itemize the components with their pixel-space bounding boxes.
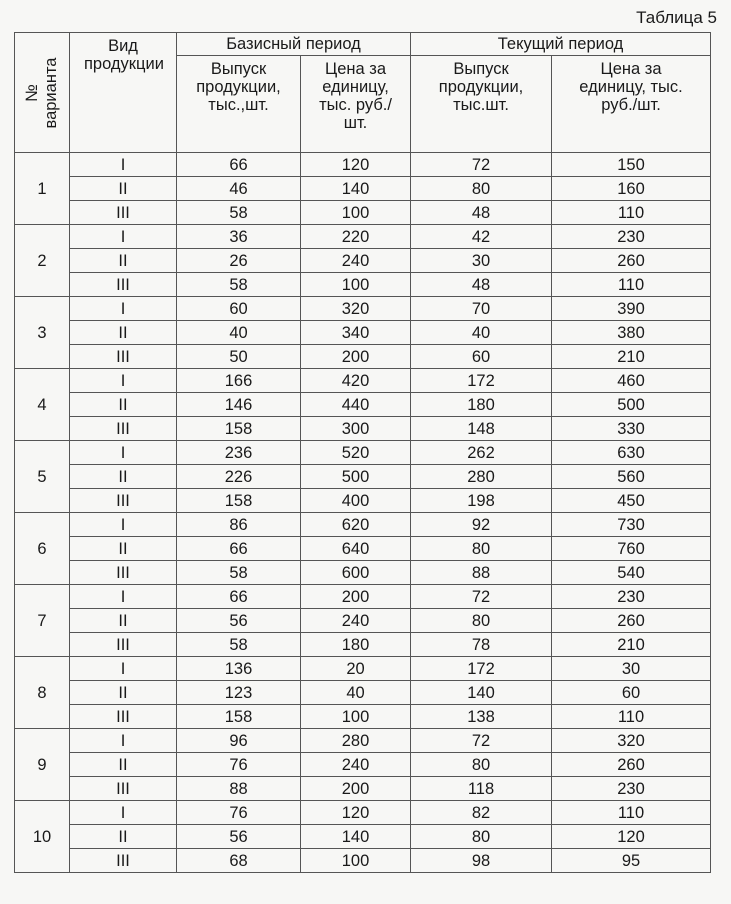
current-output-cell: 172 bbox=[411, 657, 552, 681]
table-row bbox=[15, 201, 711, 225]
base-price-cell: 300 bbox=[301, 417, 411, 441]
base-output-cell: 166 bbox=[177, 369, 301, 393]
base-output-cell: 146 bbox=[177, 393, 301, 417]
product-type-cell: II bbox=[70, 177, 177, 201]
product-type-cell: I bbox=[70, 513, 177, 537]
base-price-cell: 500 bbox=[301, 465, 411, 489]
current-output-cell: 118 bbox=[411, 777, 552, 801]
base-price-cell: 620 bbox=[301, 513, 411, 537]
table-row bbox=[15, 417, 711, 441]
current-output-cell: 180 bbox=[411, 393, 552, 417]
current-price-cell: 160 bbox=[552, 177, 711, 201]
product-type-cell: III bbox=[70, 273, 177, 297]
table-body bbox=[15, 153, 711, 873]
table-row bbox=[15, 465, 711, 489]
product-type-cell: I bbox=[70, 441, 177, 465]
variant-number: 8 bbox=[15, 657, 70, 729]
product-type-cell: I bbox=[70, 153, 177, 177]
product-type-cell: II bbox=[70, 609, 177, 633]
base-output-cell: 76 bbox=[177, 753, 301, 777]
base-price-cell: 220 bbox=[301, 225, 411, 249]
current-price-cell: 460 bbox=[552, 369, 711, 393]
current-price-cell: 110 bbox=[552, 201, 711, 225]
product-type-cell: III bbox=[70, 489, 177, 513]
base-period-header: Базисный период bbox=[177, 33, 411, 56]
base-output-cell: 46 bbox=[177, 177, 301, 201]
current-price-cell: 500 bbox=[552, 393, 711, 417]
base-price-cell: 440 bbox=[301, 393, 411, 417]
current-price-cell: 30 bbox=[552, 657, 711, 681]
product-type-cell: I bbox=[70, 801, 177, 825]
current-output-cell: 80 bbox=[411, 177, 552, 201]
product-type-cell: III bbox=[70, 417, 177, 441]
base-price-cell: 120 bbox=[301, 801, 411, 825]
base-output-cell: 26 bbox=[177, 249, 301, 273]
variant-number: 6 bbox=[15, 513, 70, 585]
table-row bbox=[15, 441, 711, 465]
current-output-cell: 30 bbox=[411, 249, 552, 273]
current-price-cell: 260 bbox=[552, 609, 711, 633]
base-output-cell: 86 bbox=[177, 513, 301, 537]
base-output-cell: 123 bbox=[177, 681, 301, 705]
base-price-cell: 200 bbox=[301, 585, 411, 609]
current-price-cell: 120 bbox=[552, 825, 711, 849]
base-price-cell: 400 bbox=[301, 489, 411, 513]
product-type-cell: III bbox=[70, 777, 177, 801]
current-price-cell: 540 bbox=[552, 561, 711, 585]
product-type-cell: I bbox=[70, 729, 177, 753]
table-row bbox=[15, 321, 711, 345]
current-output-cell: 78 bbox=[411, 633, 552, 657]
current-price-cell: 210 bbox=[552, 633, 711, 657]
current-price-header: Цена за единицу, тыс. руб./шт. bbox=[552, 56, 711, 153]
current-output-cell: 42 bbox=[411, 225, 552, 249]
variant-number: 4 bbox=[15, 369, 70, 441]
product-type-cell: III bbox=[70, 345, 177, 369]
table-row bbox=[15, 513, 711, 537]
table-row bbox=[15, 273, 711, 297]
base-price-cell: 520 bbox=[301, 441, 411, 465]
variant-number: 10 bbox=[15, 801, 70, 873]
current-price-cell: 230 bbox=[552, 225, 711, 249]
current-output-cell: 72 bbox=[411, 729, 552, 753]
base-price-cell: 100 bbox=[301, 201, 411, 225]
variant-header-label: № варианта bbox=[23, 57, 60, 128]
base-output-cell: 158 bbox=[177, 417, 301, 441]
current-price-cell: 260 bbox=[552, 249, 711, 273]
current-output-cell: 280 bbox=[411, 465, 552, 489]
table-row bbox=[15, 153, 711, 177]
variant-number: 2 bbox=[15, 225, 70, 297]
current-price-cell: 380 bbox=[552, 321, 711, 345]
base-price-header: Цена за единицу, тыс. руб./шт. bbox=[301, 56, 411, 153]
table-row bbox=[15, 705, 711, 729]
base-price-cell: 200 bbox=[301, 345, 411, 369]
product-type-header: Вид продукции bbox=[70, 33, 177, 153]
current-price-cell: 210 bbox=[552, 345, 711, 369]
product-type-cell: II bbox=[70, 465, 177, 489]
table-row bbox=[15, 777, 711, 801]
base-output-cell: 58 bbox=[177, 561, 301, 585]
table-row bbox=[15, 753, 711, 777]
base-output-cell: 76 bbox=[177, 801, 301, 825]
current-price-cell: 390 bbox=[552, 297, 711, 321]
current-output-cell: 70 bbox=[411, 297, 552, 321]
base-price-cell: 340 bbox=[301, 321, 411, 345]
current-price-cell: 60 bbox=[552, 681, 711, 705]
table-row bbox=[15, 825, 711, 849]
current-output-cell: 72 bbox=[411, 153, 552, 177]
base-output-cell: 50 bbox=[177, 345, 301, 369]
base-output-cell: 60 bbox=[177, 297, 301, 321]
base-price-cell: 280 bbox=[301, 729, 411, 753]
product-type-cell: III bbox=[70, 561, 177, 585]
base-output-cell: 226 bbox=[177, 465, 301, 489]
base-output-cell: 236 bbox=[177, 441, 301, 465]
base-output-header: Выпуск продукции, тыс.,шт. bbox=[177, 56, 301, 153]
current-price-cell: 230 bbox=[552, 585, 711, 609]
current-price-cell: 110 bbox=[552, 705, 711, 729]
base-output-cell: 56 bbox=[177, 825, 301, 849]
variant-number: 7 bbox=[15, 585, 70, 657]
current-output-cell: 172 bbox=[411, 369, 552, 393]
current-price-cell: 330 bbox=[552, 417, 711, 441]
base-price-cell: 200 bbox=[301, 777, 411, 801]
product-type-cell: I bbox=[70, 657, 177, 681]
current-price-cell: 630 bbox=[552, 441, 711, 465]
current-output-cell: 138 bbox=[411, 705, 552, 729]
base-price-cell: 240 bbox=[301, 249, 411, 273]
product-type-cell: I bbox=[70, 585, 177, 609]
product-type-cell: I bbox=[70, 369, 177, 393]
base-output-cell: 158 bbox=[177, 705, 301, 729]
current-price-cell: 560 bbox=[552, 465, 711, 489]
table-row bbox=[15, 729, 711, 753]
current-price-cell: 110 bbox=[552, 273, 711, 297]
current-output-cell: 72 bbox=[411, 585, 552, 609]
current-output-cell: 80 bbox=[411, 825, 552, 849]
current-price-cell: 730 bbox=[552, 513, 711, 537]
table-row bbox=[15, 345, 711, 369]
current-output-cell: 48 bbox=[411, 273, 552, 297]
table-row bbox=[15, 801, 711, 825]
base-price-cell: 120 bbox=[301, 153, 411, 177]
base-output-cell: 58 bbox=[177, 633, 301, 657]
table-row bbox=[15, 681, 711, 705]
product-type-cell: II bbox=[70, 681, 177, 705]
base-price-cell: 100 bbox=[301, 705, 411, 729]
table-row bbox=[15, 297, 711, 321]
base-price-cell: 40 bbox=[301, 681, 411, 705]
table-row bbox=[15, 657, 711, 681]
table-row bbox=[15, 249, 711, 273]
product-type-cell: II bbox=[70, 249, 177, 273]
current-output-cell: 88 bbox=[411, 561, 552, 585]
base-price-cell: 600 bbox=[301, 561, 411, 585]
current-price-cell: 450 bbox=[552, 489, 711, 513]
product-type-cell: I bbox=[70, 225, 177, 249]
current-output-cell: 40 bbox=[411, 321, 552, 345]
table-row bbox=[15, 225, 711, 249]
product-type-cell: I bbox=[70, 297, 177, 321]
base-output-cell: 96 bbox=[177, 729, 301, 753]
current-output-cell: 80 bbox=[411, 609, 552, 633]
base-output-cell: 58 bbox=[177, 201, 301, 225]
base-price-cell: 140 bbox=[301, 825, 411, 849]
base-output-cell: 88 bbox=[177, 777, 301, 801]
base-price-cell: 20 bbox=[301, 657, 411, 681]
current-output-cell: 262 bbox=[411, 441, 552, 465]
product-type-cell: II bbox=[70, 393, 177, 417]
base-price-cell: 240 bbox=[301, 753, 411, 777]
table-row bbox=[15, 489, 711, 513]
current-output-cell: 60 bbox=[411, 345, 552, 369]
table-caption: Таблица 5 bbox=[636, 8, 717, 27]
product-type-cell: II bbox=[70, 753, 177, 777]
variant-number: 5 bbox=[15, 441, 70, 513]
base-output-cell: 36 bbox=[177, 225, 301, 249]
table-row bbox=[15, 393, 711, 417]
product-type-cell: II bbox=[70, 321, 177, 345]
base-output-cell: 56 bbox=[177, 609, 301, 633]
table-row bbox=[15, 561, 711, 585]
base-output-cell: 66 bbox=[177, 585, 301, 609]
current-price-cell: 110 bbox=[552, 801, 711, 825]
variant-number: 9 bbox=[15, 729, 70, 801]
base-price-cell: 640 bbox=[301, 537, 411, 561]
product-type-cell: III bbox=[70, 201, 177, 225]
table-row bbox=[15, 849, 711, 873]
base-output-cell: 68 bbox=[177, 849, 301, 873]
table-row bbox=[15, 609, 711, 633]
current-output-cell: 92 bbox=[411, 513, 552, 537]
base-price-cell: 420 bbox=[301, 369, 411, 393]
table-row bbox=[15, 177, 711, 201]
base-price-cell: 180 bbox=[301, 633, 411, 657]
current-price-cell: 150 bbox=[552, 153, 711, 177]
current-price-cell: 95 bbox=[552, 849, 711, 873]
base-output-cell: 66 bbox=[177, 537, 301, 561]
base-price-cell: 240 bbox=[301, 609, 411, 633]
base-price-cell: 100 bbox=[301, 849, 411, 873]
product-type-cell: III bbox=[70, 849, 177, 873]
base-price-cell: 140 bbox=[301, 177, 411, 201]
table-row bbox=[15, 585, 711, 609]
base-output-cell: 40 bbox=[177, 321, 301, 345]
variant-number: 1 bbox=[15, 153, 70, 225]
base-price-cell: 100 bbox=[301, 273, 411, 297]
current-output-header: Выпуск продукции, тыс.шт. bbox=[411, 56, 552, 153]
current-price-cell: 760 bbox=[552, 537, 711, 561]
base-output-cell: 58 bbox=[177, 273, 301, 297]
table-row bbox=[15, 369, 711, 393]
data-table bbox=[14, 32, 711, 873]
current-output-cell: 140 bbox=[411, 681, 552, 705]
table-row bbox=[15, 537, 711, 561]
current-period-header: Текущий период bbox=[411, 33, 711, 56]
current-price-cell: 320 bbox=[552, 729, 711, 753]
current-output-cell: 80 bbox=[411, 537, 552, 561]
current-output-cell: 198 bbox=[411, 489, 552, 513]
product-type-cell: III bbox=[70, 633, 177, 657]
base-price-cell: 320 bbox=[301, 297, 411, 321]
current-price-cell: 260 bbox=[552, 753, 711, 777]
current-output-cell: 48 bbox=[411, 201, 552, 225]
current-output-cell: 98 bbox=[411, 849, 552, 873]
current-price-cell: 230 bbox=[552, 777, 711, 801]
table-row bbox=[15, 633, 711, 657]
product-type-cell: II bbox=[70, 825, 177, 849]
current-output-cell: 148 bbox=[411, 417, 552, 441]
base-output-cell: 66 bbox=[177, 153, 301, 177]
product-type-cell: III bbox=[70, 705, 177, 729]
base-output-cell: 136 bbox=[177, 657, 301, 681]
current-output-cell: 80 bbox=[411, 753, 552, 777]
variant-number: 3 bbox=[15, 297, 70, 369]
variant-header bbox=[15, 33, 70, 153]
product-type-cell: II bbox=[70, 537, 177, 561]
current-output-cell: 82 bbox=[411, 801, 552, 825]
base-output-cell: 158 bbox=[177, 489, 301, 513]
